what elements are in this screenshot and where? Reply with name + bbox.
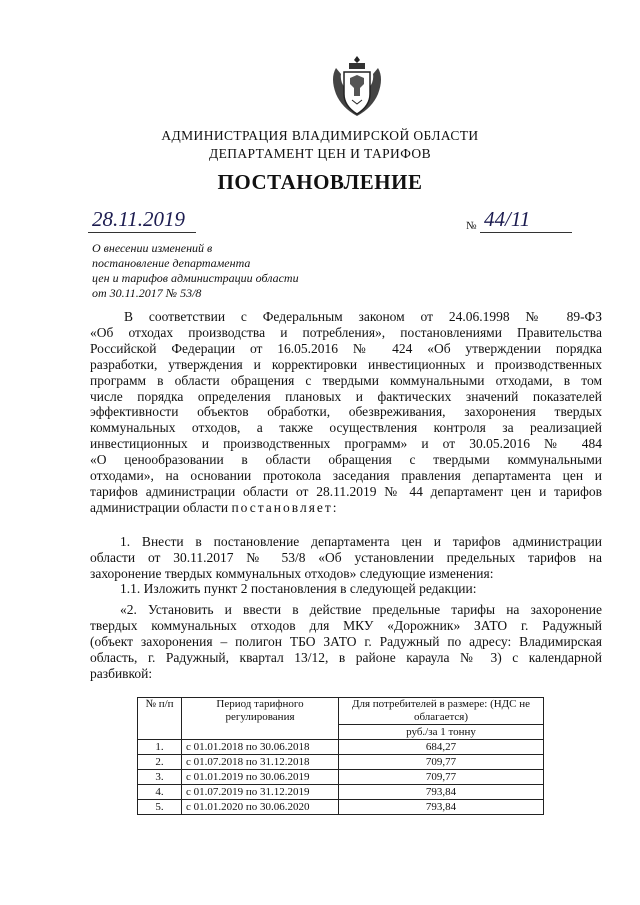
text-line: «2. Установить и ввести в действие предельные тарифы на захоронение bbox=[120, 602, 602, 617]
table-row bbox=[138, 800, 544, 815]
text-line: захоронение твердых коммунальных отходов» следующие изменения: bbox=[90, 565, 494, 581]
table-row bbox=[138, 785, 544, 800]
subject-line: О внесении изменений в bbox=[92, 241, 213, 255]
date-underline bbox=[88, 232, 196, 233]
text-line: (объект захоронения – полигон ТБО ЗАТО г. Радужный по адресу: Владимирская bbox=[90, 633, 602, 649]
text-line bbox=[90, 500, 602, 516]
subject-line: постановление департамента bbox=[92, 256, 251, 270]
row-number: 1. bbox=[138, 740, 182, 755]
row-period: с 01.01.2018 по 30.06.2018 bbox=[182, 740, 339, 755]
number-underline bbox=[480, 232, 572, 233]
coat-of-arms-icon bbox=[330, 54, 384, 120]
text-line: 1. Внести в постановление департамента цен и тарифов администрации bbox=[120, 534, 602, 549]
table-row bbox=[138, 770, 544, 785]
org-name-line1: АДМИНИСТРАЦИЯ ВЛАДИМИРСКОЙ ОБЛАСТИ bbox=[161, 128, 479, 143]
text-line: В соответствии с Федеральным законом от 24.06.1998 № 89-ФЗ bbox=[124, 309, 602, 324]
text-line: 1.1. Изложить пункт 2 постановления в следующей редакции: bbox=[120, 581, 477, 596]
item-2-paragraph bbox=[90, 602, 602, 682]
number-sign: № bbox=[466, 220, 477, 232]
item-1-paragraph bbox=[90, 534, 602, 582]
tariff-table bbox=[137, 697, 544, 815]
row-period: с 01.07.2019 по 31.12.2019 bbox=[182, 785, 339, 800]
text-line: коммунальных отходов, а также осуществления контроля за реализацией bbox=[90, 420, 602, 436]
decree-word: постановляет: bbox=[231, 499, 339, 515]
item-1-1-paragraph bbox=[90, 581, 602, 597]
text-line: отходами», на основании протокола заседания правления департамента цен и bbox=[90, 468, 602, 484]
row-value: 709,77 bbox=[339, 770, 544, 785]
row-number: 4. bbox=[138, 785, 182, 800]
text-line: инвестиционных и производственных программ» и от 30.05.2016 № 484 bbox=[90, 436, 602, 452]
row-period: с 01.07.2018 по 31.12.2018 bbox=[182, 755, 339, 770]
table-row bbox=[138, 740, 544, 755]
document-subject bbox=[92, 241, 322, 301]
text-line: области от 30.11.2017 № 53/8 «Об установлении предельных тарифов на bbox=[90, 549, 602, 565]
text-line: разбивкой: bbox=[90, 665, 153, 681]
text-line: эффективности объектов обработки, обезвреживания, захоронения твердых bbox=[90, 404, 602, 420]
document-number: 44/11 bbox=[484, 207, 531, 231]
text-line: Российской Федерации от 16.05.2016 № 424 «Об утверждении порядка bbox=[90, 340, 602, 356]
text-line: «О ценообразовании в области обращения с твердыми коммунальными bbox=[90, 452, 602, 468]
document-date: 28.11.2019 bbox=[92, 207, 185, 231]
row-value: 709,77 bbox=[339, 755, 544, 770]
table-row bbox=[138, 755, 544, 770]
subject-line: от 30.11.2017 № 53/8 bbox=[92, 286, 202, 300]
row-number: 2. bbox=[138, 755, 182, 770]
text-line: числе порядка определения плановых и фактических значений показателей bbox=[90, 388, 602, 404]
text-line: область, г. Радужный, квартал 13/12, в районе караула № 3) с календарной bbox=[90, 649, 602, 665]
row-value: 684,27 bbox=[339, 740, 544, 755]
row-period: с 01.01.2019 по 30.06.2019 bbox=[182, 770, 339, 785]
preamble-paragraph bbox=[90, 309, 602, 516]
subject-line: цен и тарифов администрации области bbox=[92, 271, 299, 285]
unit-cell: руб./за 1 тонну bbox=[339, 725, 544, 740]
text-line: разработки, утверждения и корректировки инвестиционных и производственных bbox=[90, 356, 602, 372]
header-consumers: Для потребителей в размере: (НДС не облагается) bbox=[339, 698, 544, 725]
header-period: Период тарифного регулирования bbox=[182, 698, 339, 740]
row-value: 793,84 bbox=[339, 800, 544, 815]
text-line: «Об отходах производства и потребления», постановлениями Правительства bbox=[90, 324, 602, 340]
text-line: тарифов администрации области от 28.11.2019 № 44 департамент цен и тарифов bbox=[90, 483, 602, 499]
row-period: с 01.01.2020 по 30.06.2020 bbox=[182, 800, 339, 815]
org-name-line2: ДЕПАРТАМЕНТ ЦЕН И ТАРИФОВ bbox=[209, 146, 431, 161]
table-header-row bbox=[138, 698, 544, 725]
document-title: ПОСТАНОВЛЕНИЕ bbox=[217, 170, 423, 194]
row-value: 793,84 bbox=[339, 785, 544, 800]
text-fragment: администрации области bbox=[90, 499, 229, 515]
text-line: твердых коммунальных отходов для МКУ «Дорожник» ЗАТО г. Радужный bbox=[90, 617, 602, 633]
row-number: 3. bbox=[138, 770, 182, 785]
text-line: программ в области обращения с твердыми коммунальными отходами, в том bbox=[90, 372, 602, 388]
row-number: 5. bbox=[138, 800, 182, 815]
header-number: № п/п bbox=[138, 698, 182, 740]
